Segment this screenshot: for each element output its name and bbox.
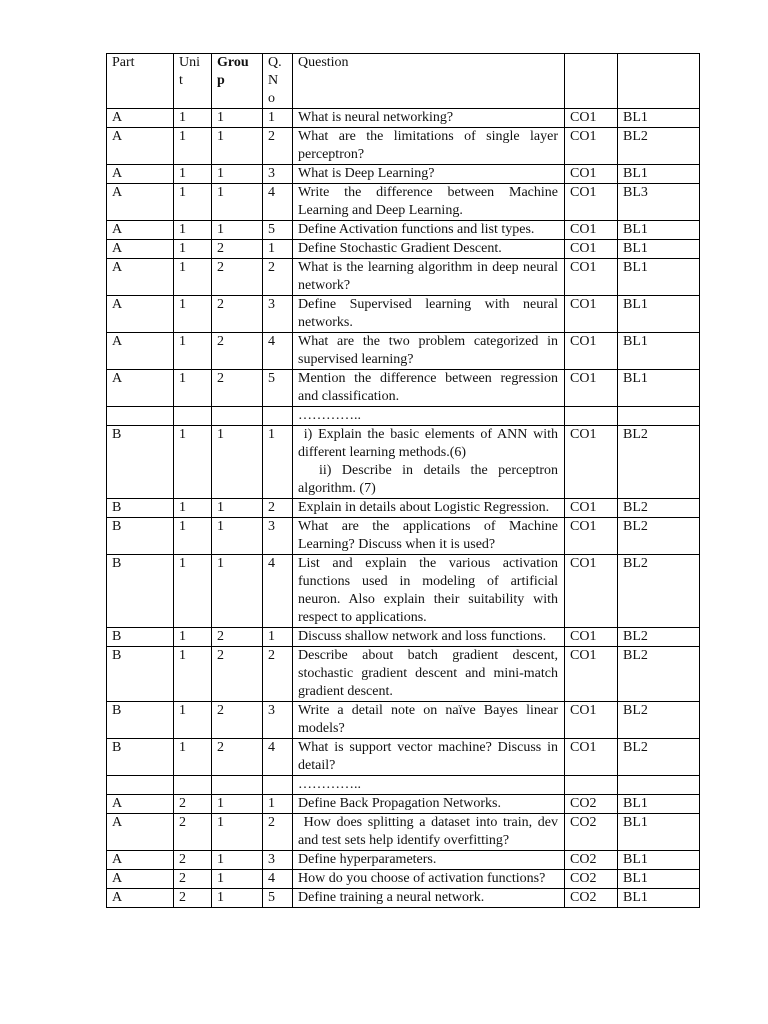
cell-unit: 2 [174, 889, 212, 908]
table-header-row [107, 54, 700, 109]
cell-group: 1 [212, 814, 263, 851]
cell-bl: BL1 [618, 109, 700, 128]
cell-unit: 1 [174, 499, 212, 518]
cell-bl: BL2 [618, 739, 700, 776]
cell-bl [618, 407, 700, 426]
table-row [107, 518, 700, 555]
cell-qno: 5 [263, 221, 293, 240]
cell-bl: BL1 [618, 795, 700, 814]
cell-part: A [107, 109, 174, 128]
cell-unit: 1 [174, 628, 212, 647]
cell-qno: 2 [263, 128, 293, 165]
cell-bl: BL1 [618, 240, 700, 259]
cell-part: B [107, 628, 174, 647]
cell-part: A [107, 870, 174, 889]
table-row [107, 333, 700, 370]
cell-co [565, 407, 618, 426]
cell-group: 2 [212, 647, 263, 702]
cell-part: A [107, 128, 174, 165]
table-row [107, 370, 700, 407]
cell-unit: 1 [174, 647, 212, 702]
cell-unit: 1 [174, 259, 212, 296]
cell-bl: BL2 [618, 518, 700, 555]
cell-qno: 2 [263, 647, 293, 702]
cell-co: CO1 [565, 333, 618, 370]
cell-co: CO2 [565, 889, 618, 908]
cell-question: How does splitting a dataset into train, dev and test sets help identify overfitting? [293, 814, 565, 851]
table-row [107, 647, 700, 702]
cell-co: CO1 [565, 628, 618, 647]
cell-bl: BL2 [618, 647, 700, 702]
cell-question: What are the two problem categorized in supervised learning? [293, 333, 565, 370]
cell-co: CO1 [565, 221, 618, 240]
cell-qno: 1 [263, 795, 293, 814]
cell-co: CO1 [565, 647, 618, 702]
cell-qno: 2 [263, 259, 293, 296]
cell-qno: 1 [263, 426, 293, 499]
cell-group: 1 [212, 221, 263, 240]
cell-group: 1 [212, 518, 263, 555]
cell-unit: 1 [174, 296, 212, 333]
header-co [565, 54, 618, 109]
cell-part: A [107, 889, 174, 908]
cell-unit: 1 [174, 165, 212, 184]
cell-qno: 4 [263, 184, 293, 221]
cell-co: CO1 [565, 240, 618, 259]
cell-question: What are the applications of Machine Learning? Discuss when it is used? [293, 518, 565, 555]
cell-question: What is the learning algorithm in deep neural network? [293, 259, 565, 296]
cell-unit: 2 [174, 795, 212, 814]
cell-question: List and explain the various activation functions used in modeling of artificial neuron. Also explain their suitability with respect to applications. [293, 555, 565, 628]
cell-co: CO1 [565, 296, 618, 333]
cell-group: 1 [212, 870, 263, 889]
cell-co: CO1 [565, 499, 618, 518]
cell-bl: BL1 [618, 851, 700, 870]
table-row [107, 426, 700, 499]
cell-co: CO1 [565, 518, 618, 555]
cell-co: CO1 [565, 555, 618, 628]
cell-unit [174, 776, 212, 795]
cell-unit: 1 [174, 240, 212, 259]
cell-unit: 1 [174, 221, 212, 240]
cell-question: Define Stochastic Gradient Descent. [293, 240, 565, 259]
cell-question: Define Back Propagation Networks. [293, 795, 565, 814]
cell-part: A [107, 184, 174, 221]
cell-group: 1 [212, 426, 263, 499]
cell-co: CO1 [565, 739, 618, 776]
cell-part: A [107, 165, 174, 184]
cell-qno: 3 [263, 165, 293, 184]
table-row [107, 296, 700, 333]
cell-qno: 3 [263, 851, 293, 870]
cell-part: A [107, 240, 174, 259]
cell-question: Define Supervised learning with neural networks. [293, 296, 565, 333]
cell-bl [618, 776, 700, 795]
cell-co: CO1 [565, 109, 618, 128]
cell-qno: 4 [263, 333, 293, 370]
cell-qno: 1 [263, 628, 293, 647]
cell-bl: BL2 [618, 499, 700, 518]
table-row [107, 795, 700, 814]
cell-group: 2 [212, 333, 263, 370]
table-row [107, 814, 700, 851]
cell-qno: 3 [263, 518, 293, 555]
cell-bl: BL1 [618, 370, 700, 407]
cell-question: What are the limitations of single layer perceptron? [293, 128, 565, 165]
header-question: Question [293, 54, 565, 109]
cell-part: B [107, 426, 174, 499]
cell-group: 1 [212, 165, 263, 184]
cell-question: Explain in details about Logistic Regression. [293, 499, 565, 518]
cell-co: CO1 [565, 702, 618, 739]
cell-co: CO1 [565, 370, 618, 407]
cell-part [107, 776, 174, 795]
cell-group: 1 [212, 889, 263, 908]
cell-part: B [107, 647, 174, 702]
table-row [107, 870, 700, 889]
cell-qno: 2 [263, 499, 293, 518]
table-row [107, 128, 700, 165]
cell-question: What is neural networking? [293, 109, 565, 128]
cell-group: 2 [212, 702, 263, 739]
cell-group: 2 [212, 240, 263, 259]
cell-co: CO1 [565, 128, 618, 165]
cell-co: CO1 [565, 426, 618, 499]
cell-qno: 1 [263, 109, 293, 128]
cell-co: CO2 [565, 814, 618, 851]
cell-qno: 5 [263, 370, 293, 407]
cell-bl: BL2 [618, 702, 700, 739]
cell-question: What is Deep Learning? [293, 165, 565, 184]
cell-group: 2 [212, 259, 263, 296]
cell-bl: BL1 [618, 870, 700, 889]
cell-unit: 1 [174, 739, 212, 776]
cell-bl: BL1 [618, 333, 700, 370]
question-bank-table [106, 53, 700, 908]
cell-question: ………….. [293, 776, 565, 795]
table-row [107, 407, 700, 426]
cell-part: A [107, 221, 174, 240]
cell-part: A [107, 370, 174, 407]
cell-part: A [107, 795, 174, 814]
cell-question: Define hyperparameters. [293, 851, 565, 870]
cell-bl: BL2 [618, 555, 700, 628]
table-row [107, 259, 700, 296]
cell-group [212, 776, 263, 795]
cell-qno: 4 [263, 870, 293, 889]
cell-qno: 5 [263, 889, 293, 908]
table-row [107, 240, 700, 259]
cell-part: A [107, 333, 174, 370]
cell-co: CO1 [565, 184, 618, 221]
cell-question: Mention the difference between regression and classification. [293, 370, 565, 407]
cell-group: 1 [212, 499, 263, 518]
cell-group [212, 407, 263, 426]
table-row [107, 851, 700, 870]
cell-part [107, 407, 174, 426]
table-row [107, 499, 700, 518]
cell-unit: 2 [174, 870, 212, 889]
header-group: Grou p [212, 54, 263, 109]
cell-question: Describe about batch gradient descent, stochastic gradient descent and mini-match gradient descent. [293, 647, 565, 702]
cell-bl: BL1 [618, 296, 700, 333]
cell-question: Write a detail note on naïve Bayes linear models? [293, 702, 565, 739]
cell-qno: 1 [263, 240, 293, 259]
cell-unit: 1 [174, 128, 212, 165]
table-row [107, 184, 700, 221]
cell-group: 1 [212, 851, 263, 870]
cell-group: 1 [212, 555, 263, 628]
cell-co: CO1 [565, 165, 618, 184]
cell-co [565, 776, 618, 795]
cell-unit: 2 [174, 851, 212, 870]
header-qno: Q. N o [263, 54, 293, 109]
cell-group: 1 [212, 184, 263, 221]
cell-part: B [107, 499, 174, 518]
cell-unit: 1 [174, 370, 212, 407]
cell-qno: 3 [263, 296, 293, 333]
cell-part: B [107, 555, 174, 628]
table-row [107, 628, 700, 647]
cell-group: 2 [212, 370, 263, 407]
cell-group: 1 [212, 128, 263, 165]
cell-co: CO2 [565, 851, 618, 870]
cell-part: B [107, 702, 174, 739]
cell-unit: 1 [174, 518, 212, 555]
cell-unit: 1 [174, 109, 212, 128]
cell-bl: BL1 [618, 165, 700, 184]
cell-group: 2 [212, 296, 263, 333]
table-row [107, 739, 700, 776]
cell-unit: 1 [174, 426, 212, 499]
cell-part: A [107, 814, 174, 851]
cell-unit: 2 [174, 814, 212, 851]
table-row [107, 555, 700, 628]
table-row [107, 776, 700, 795]
cell-co: CO1 [565, 259, 618, 296]
cell-bl: BL1 [618, 221, 700, 240]
cell-qno: 4 [263, 739, 293, 776]
cell-question: What is support vector machine? Discuss in detail? [293, 739, 565, 776]
table-row [107, 109, 700, 128]
cell-question: Define training a neural network. [293, 889, 565, 908]
cell-bl: BL1 [618, 259, 700, 296]
cell-part: B [107, 518, 174, 555]
cell-question: Define Activation functions and list types. [293, 221, 565, 240]
table-row [107, 702, 700, 739]
table-row [107, 889, 700, 908]
cell-group: 2 [212, 739, 263, 776]
cell-question: i) Explain the basic elements of ANN with different learning methods.(6) ii) Describe in details the perceptron algorithm. (7) [293, 426, 565, 499]
table-row [107, 165, 700, 184]
cell-part: A [107, 851, 174, 870]
cell-qno: 2 [263, 814, 293, 851]
cell-qno [263, 776, 293, 795]
cell-question: Discuss shallow network and loss functions. [293, 628, 565, 647]
cell-group: 1 [212, 109, 263, 128]
cell-unit: 1 [174, 333, 212, 370]
cell-bl: BL3 [618, 184, 700, 221]
cell-bl: BL2 [618, 128, 700, 165]
cell-qno: 3 [263, 702, 293, 739]
cell-part: A [107, 259, 174, 296]
cell-qno: 4 [263, 555, 293, 628]
cell-unit: 1 [174, 184, 212, 221]
cell-bl: BL2 [618, 426, 700, 499]
cell-qno [263, 407, 293, 426]
cell-group: 2 [212, 628, 263, 647]
cell-question: Write the difference between Machine Learning and Deep Learning. [293, 184, 565, 221]
table-row [107, 221, 700, 240]
cell-group: 1 [212, 795, 263, 814]
cell-bl: BL1 [618, 814, 700, 851]
header-unit: Uni t [174, 54, 212, 109]
header-bl [618, 54, 700, 109]
cell-unit: 1 [174, 555, 212, 628]
cell-question: ………….. [293, 407, 565, 426]
cell-bl: BL2 [618, 628, 700, 647]
cell-co: CO2 [565, 795, 618, 814]
cell-question: How do you choose of activation functions? [293, 870, 565, 889]
cell-part: B [107, 739, 174, 776]
cell-unit [174, 407, 212, 426]
cell-bl: BL1 [618, 889, 700, 908]
cell-unit: 1 [174, 702, 212, 739]
cell-co: CO2 [565, 870, 618, 889]
header-part: Part [107, 54, 174, 109]
cell-part: A [107, 296, 174, 333]
